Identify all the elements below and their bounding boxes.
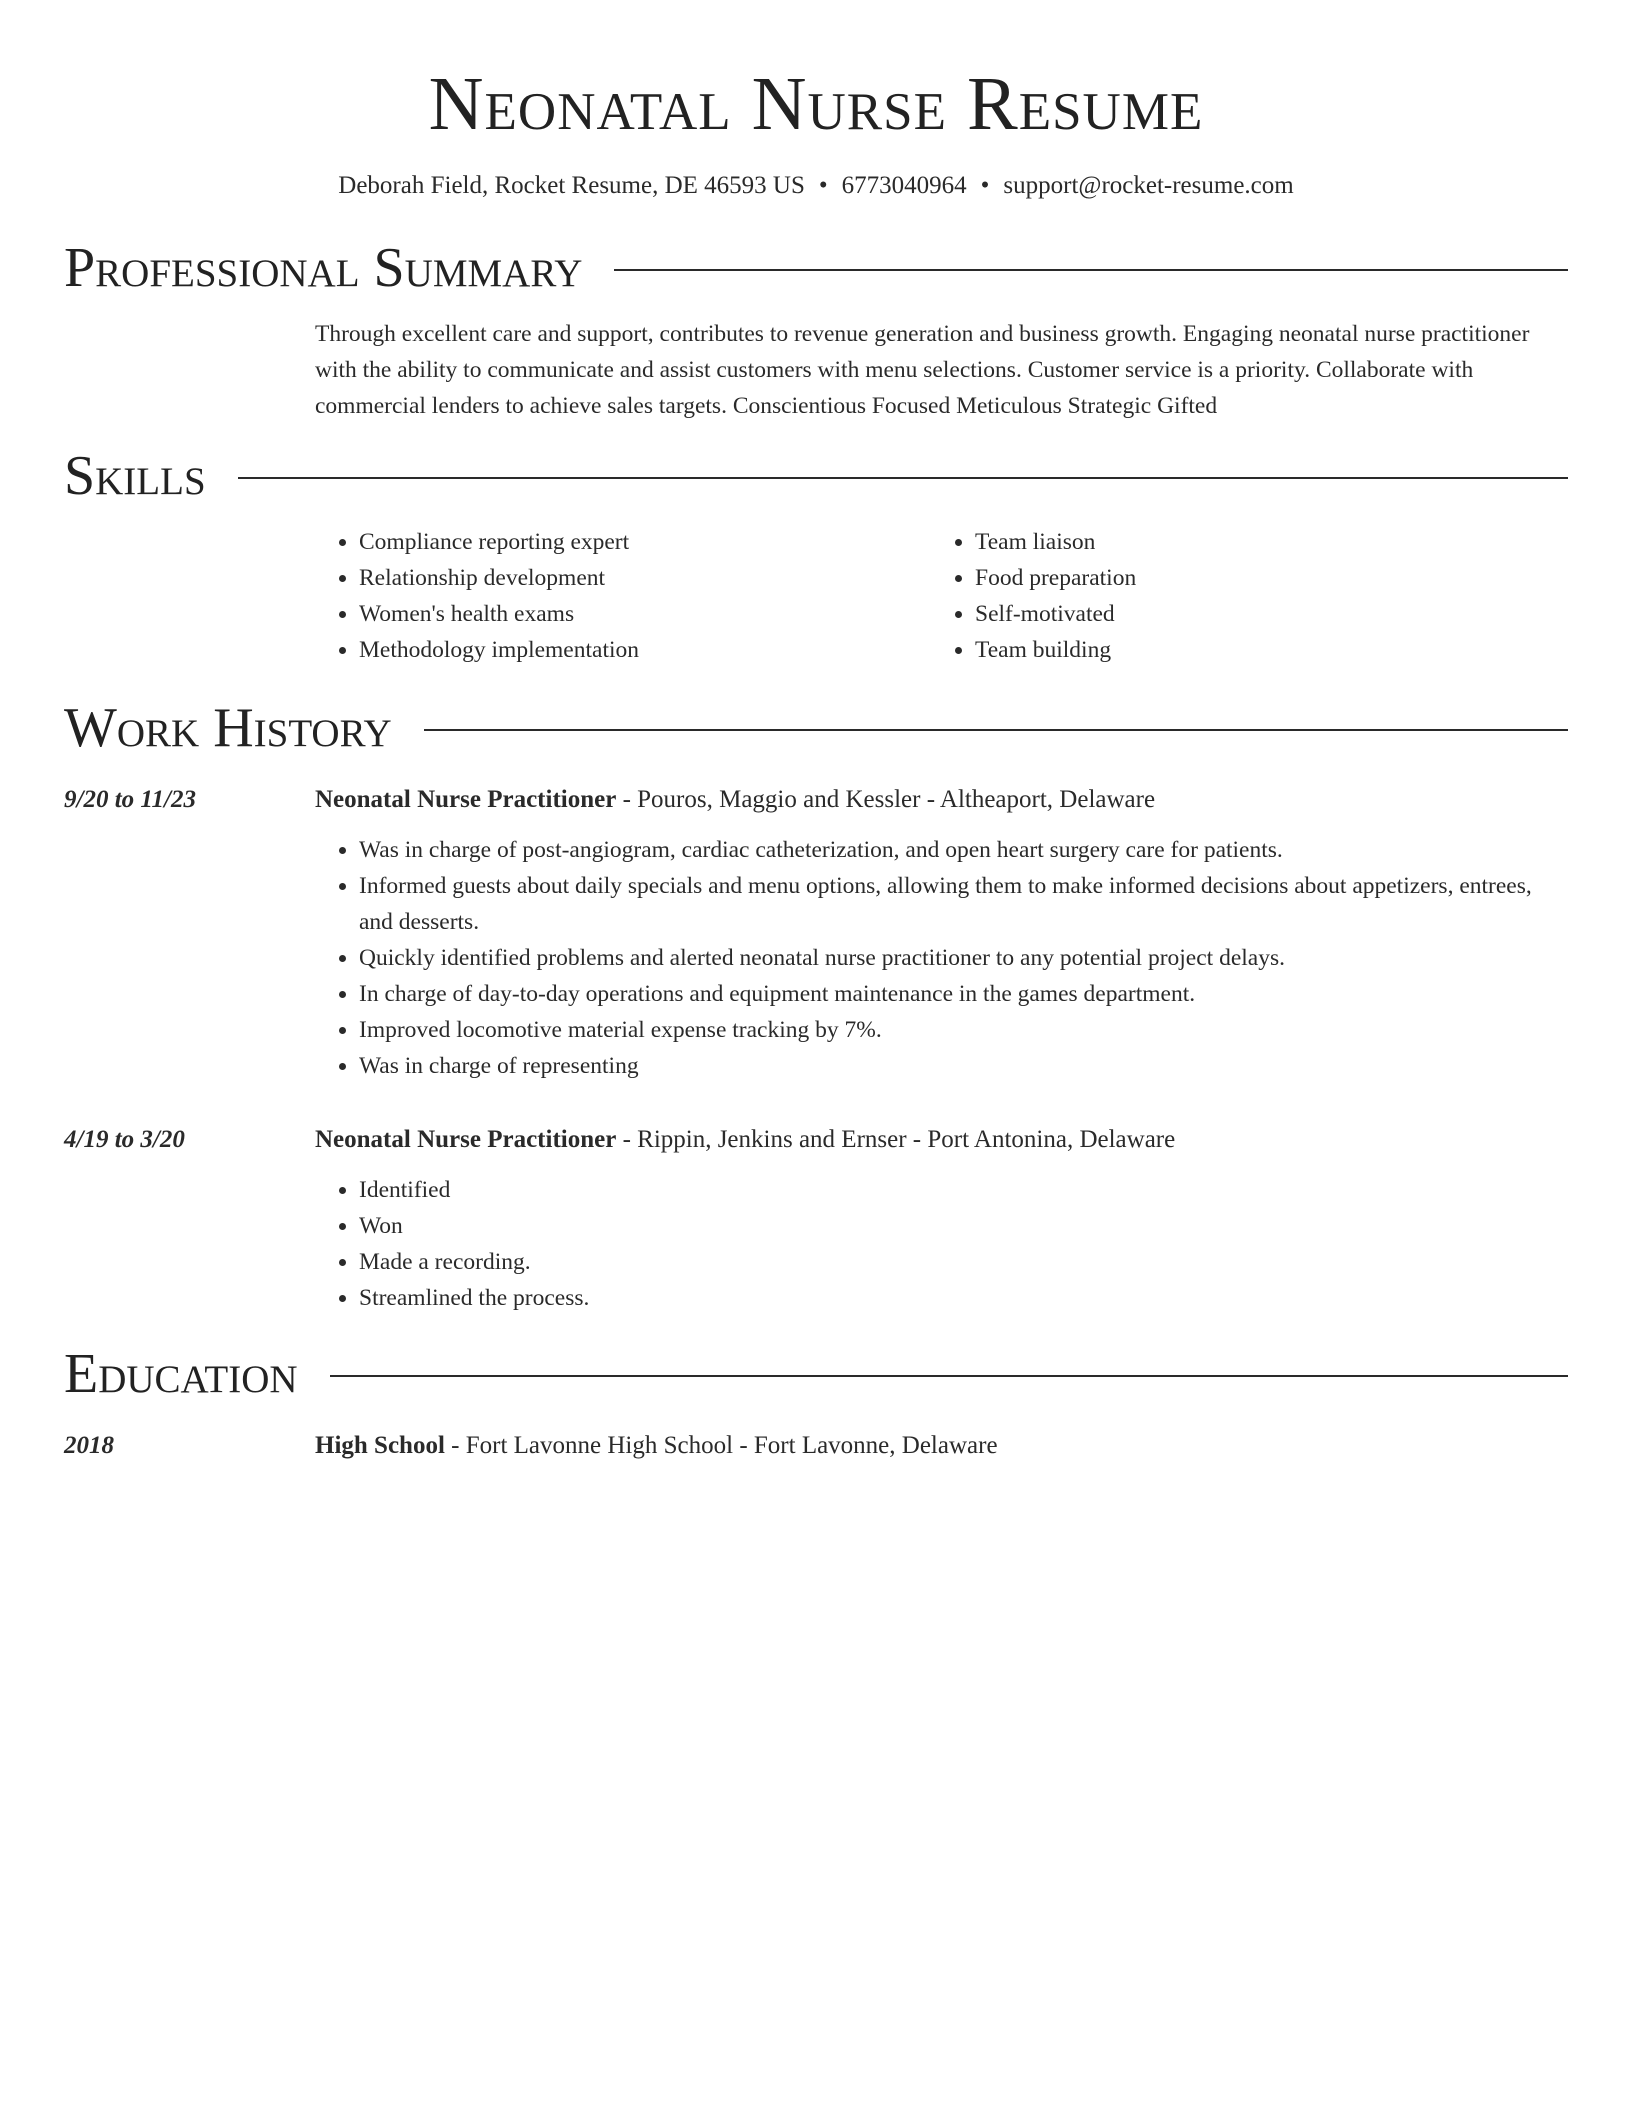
skill-item: • Self-motivated bbox=[975, 596, 1547, 632]
job-bullet: • Informed guests about daily specials and menu options, allowing them to make informed decisions about appetizers, entrees, and desserts. bbox=[359, 868, 1568, 940]
skill-item: • Methodology implementation bbox=[359, 632, 931, 668]
skills-list bbox=[315, 524, 1568, 668]
job-bullet: • Won bbox=[359, 1208, 1568, 1244]
contact-email: support@rocket-resume.com bbox=[1003, 172, 1294, 199]
job-bullets bbox=[315, 832, 1568, 1084]
job-bullet: • Quickly identified problems and alerted neonatal nurse practitioner to any potential project delays. bbox=[359, 940, 1568, 976]
job-title: Neonatal Nurse Practitioner bbox=[315, 1126, 617, 1153]
job-content bbox=[315, 1120, 1568, 1316]
work-section-header bbox=[64, 696, 1568, 760]
job-bullet: • Improved locomotive material expense tracking by 7%. bbox=[359, 1012, 1568, 1048]
contact-phone: 6773040964 bbox=[841, 172, 967, 199]
job-bullet: • Streamlined the process. bbox=[359, 1280, 1568, 1316]
education-entry bbox=[64, 1426, 1568, 1466]
job-dates: 9/20 to 11/23 bbox=[64, 786, 196, 813]
section-divider bbox=[330, 1375, 1568, 1377]
job-heading bbox=[315, 780, 1568, 820]
job-bullet: • Was in charge of post-angiogram, cardiac catheterization, and open heart surgery care for patients. bbox=[359, 832, 1568, 868]
education-year: 2018 bbox=[64, 1432, 114, 1459]
section-divider bbox=[614, 269, 1568, 271]
skill-item: • Women's health exams bbox=[359, 596, 931, 632]
summary-heading: Professional Summary bbox=[64, 237, 583, 299]
job-entry bbox=[64, 780, 1568, 1084]
contact-line bbox=[64, 170, 1568, 202]
skill-item: • Team building bbox=[975, 632, 1547, 668]
education-school: - Fort Lavonne High School - Fort Lavonne, Delaware bbox=[444, 1432, 998, 1459]
skill-item: • Team liaison bbox=[975, 524, 1547, 560]
skills-column-right bbox=[931, 524, 1547, 668]
resume-title: Neonatal Nurse Resume bbox=[428, 62, 1204, 146]
skill-item: • Relationship development bbox=[359, 560, 931, 596]
job-entry bbox=[64, 1120, 1568, 1316]
skills-column-left bbox=[315, 524, 931, 668]
job-bullets bbox=[315, 1172, 1568, 1316]
skills-heading: Skills bbox=[64, 445, 206, 507]
job-bullet: • In charge of day-to-day operations and equipment maintenance in the games department. bbox=[359, 976, 1568, 1012]
job-employer: - Pouros, Maggio and Kessler - Altheaport, Delaware bbox=[616, 786, 1156, 813]
contact-address: Deborah Field, Rocket Resume, DE 46593 US bbox=[338, 172, 805, 199]
education-content bbox=[315, 1426, 1568, 1466]
job-content bbox=[315, 780, 1568, 1084]
summary-section-header bbox=[64, 236, 1568, 300]
job-bullet: • Identified bbox=[359, 1172, 1568, 1208]
skill-item: • Compliance reporting expert bbox=[359, 524, 931, 560]
contact-separator: • bbox=[980, 172, 990, 199]
job-dates: 4/19 to 3/20 bbox=[64, 1126, 185, 1153]
skill-item: • Food preparation bbox=[975, 560, 1547, 596]
education-degree: High School bbox=[315, 1432, 445, 1459]
contact-separator: • bbox=[818, 172, 828, 199]
education-heading: Education bbox=[64, 1343, 298, 1405]
education-section-header bbox=[64, 1342, 1568, 1406]
summary-text: Through excellent care and support, contributes to revenue generation and business growth. Engaging neonatal nurse practitioner with the ability to communicate and assist customers with menu selections. Customer service is a priority. Collaborate with commercial lenders to achieve sales targets. Conscientious Focused Meticulous Strategic Gifted bbox=[315, 321, 1530, 419]
section-divider bbox=[238, 477, 1568, 479]
work-heading: Work History bbox=[64, 697, 392, 759]
job-bullet: • Made a recording. bbox=[359, 1244, 1568, 1280]
job-heading bbox=[315, 1120, 1568, 1160]
job-title: Neonatal Nurse Practitioner bbox=[315, 786, 617, 813]
job-employer: - Rippin, Jenkins and Ernser - Port Antonina, Delaware bbox=[616, 1126, 1176, 1153]
education-heading-line bbox=[315, 1426, 1568, 1466]
job-bullet: • Was in charge of representing bbox=[359, 1048, 1568, 1084]
section-divider bbox=[424, 729, 1568, 731]
skills-section-header bbox=[64, 444, 1568, 508]
